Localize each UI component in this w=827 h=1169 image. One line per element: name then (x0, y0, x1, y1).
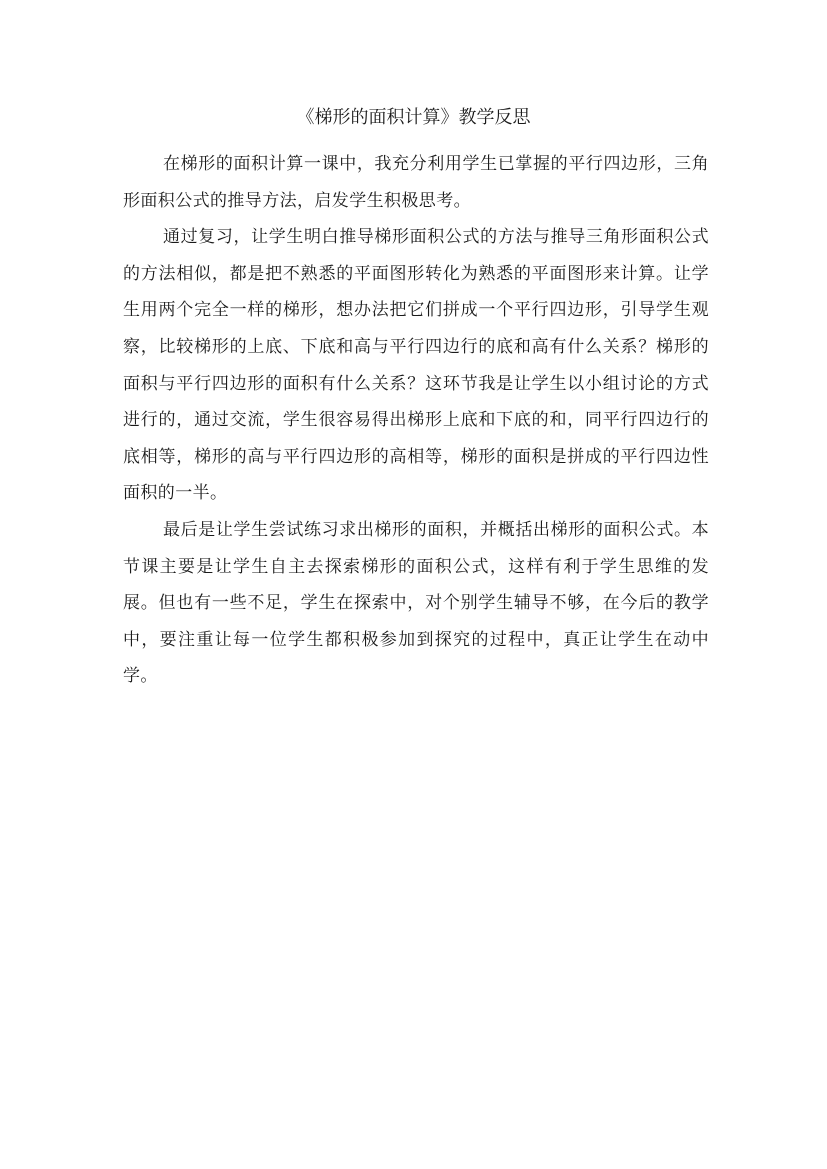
document-title: 《梯形的面积计算》教学反思 (296, 107, 531, 128)
paragraph-1: 在梯形的面积计算一课中，我充分利用学生已掌握的平行四边形，三角形面积公式的推导方法，启发学生积极思考。 (123, 154, 709, 211)
document-body (123, 146, 709, 695)
paragraph-2: 通过复习，让学生明白推导梯形面积公式的方法与推导三角形面积公式的方法相似，都是把不熟悉的平面图形转化为熟悉的平面图形来计算。让学生用两个完全一样的梯形，想办法把它们拼成一个平行四边形，引导学生观察，比较梯形的上底、下底和高与平行四边行的底和高有什么关系？梯形的面积与平行四边形的面积有什么关系？这环节我是让学生以小组讨论的方式进行的，通过交流，学生很容易得出梯形上底和下底的和，同平行四边行的底相等，梯形的高与平行四边形的高相等，梯形的面积是拼成的平行四边性面积的一半。 (123, 227, 709, 504)
paragraph-3: 最后是让学生尝试练习求出梯形的面积，并概括出梯形的面积公式。本节课主要是让学生自主去探索梯形的面积公式，这样有利于学生思维的发展。但也有一些不足，学生在探索中，对个别学生辅导不够，在今后的教学中，要注重让每一位学生都积极参加到探究的过程中，真正让学生在动中学。 (123, 519, 709, 687)
